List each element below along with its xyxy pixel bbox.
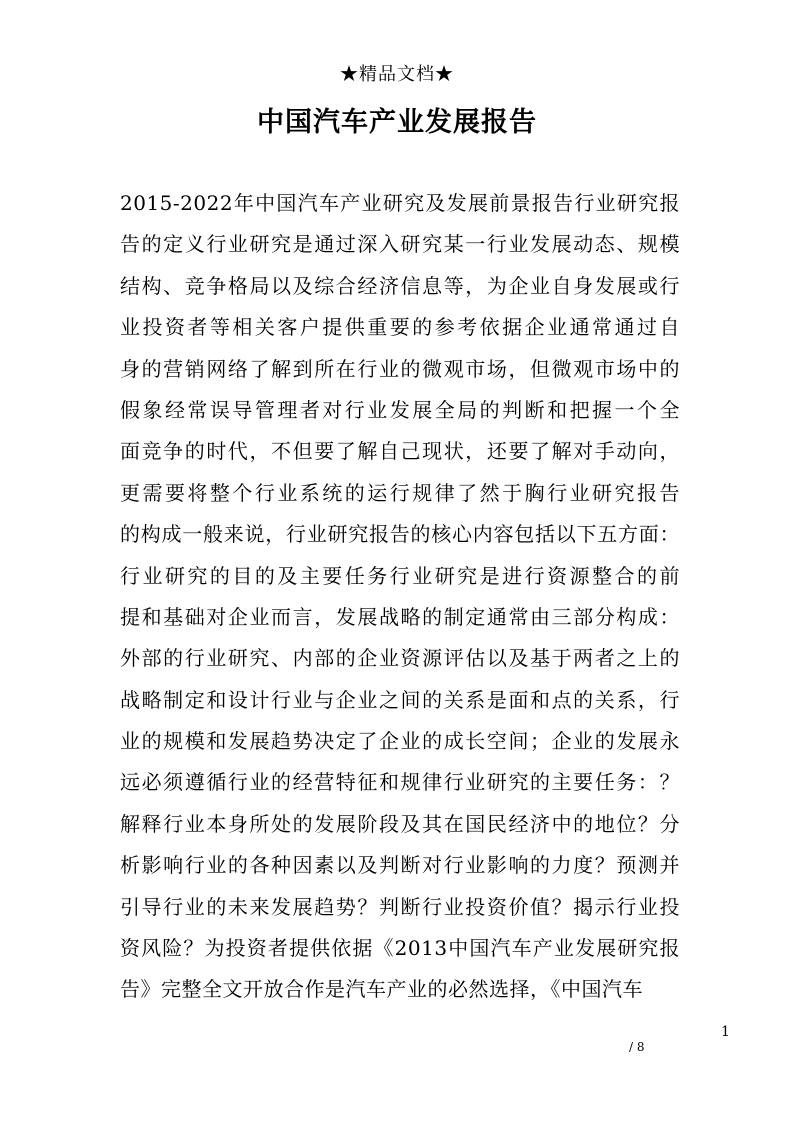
- body-line: 析影响行业的各种因素以及判断对行业影响的力度？预测并: [120, 853, 680, 878]
- document-title: 中国汽车产业发展报告: [257, 107, 537, 138]
- body-line: 面竞争的时代，不但要了解自己现状，还要了解对手动向，: [120, 439, 680, 464]
- body-line: 结构、竞争格局以及综合经济信息等，为企业自身发展或行: [120, 273, 680, 298]
- page-total: / 8: [629, 1040, 645, 1054]
- body-line: 假象经常误导管理者对行业发展全局的判断和把握一个全: [120, 397, 680, 422]
- body-line: 外部的行业研究、内部的企业资源评估以及基于两者之上的: [120, 646, 680, 671]
- body-line: 告》完整全文开放合作是汽车产业的必然选择，《中国汽车: [120, 977, 643, 1002]
- body-line: 战略制定和设计行业与企业之间的关系是面和点的关系，行: [120, 687, 680, 712]
- body-line: 提和基础对企业而言，发展战略的制定通常由三部分构成：: [120, 604, 680, 629]
- page-number: 1: [721, 1024, 730, 1040]
- body-line: 行业研究的目的及主要任务行业研究是进行资源整合的前: [120, 563, 680, 588]
- body-line: 2015-2022年中国汽车产业研究及发展前景报告行业研究报: [120, 191, 680, 215]
- body-line: 的构成一般来说，行业研究报告的核心内容包括以下五方面：: [120, 522, 680, 547]
- body-text: [120, 183, 680, 1011]
- body-line: 解释行业本身所处的发展阶段及其在国民经济中的地位？分: [120, 811, 680, 836]
- body-line: 更需要将整个行业系统的运行规律了然于胸行业研究报告: [120, 480, 680, 505]
- body-line: 远必须遵循行业的经营特征和规律行业研究的主要任务：？: [120, 770, 680, 795]
- header-banner: ★精品文档★: [340, 64, 454, 85]
- body-line: 身的营销网络了解到所在行业的微观市场，但微观市场中的: [120, 356, 680, 381]
- body-line: 告的定义行业研究是通过深入研究某一行业发展动态、规模: [120, 232, 680, 257]
- body-line: 引导行业的未来发展趋势？判断行业投资价值？揭示行业投: [120, 894, 680, 919]
- body-line: 业的规模和发展趋势决定了企业的成长空间；企业的发展永: [120, 729, 680, 754]
- body-line: 资风险？为投资者提供依据《2013中国汽车产业发展研究报: [120, 936, 680, 961]
- body-line: 业投资者等相关客户提供重要的参考依据企业通常通过自: [120, 315, 680, 340]
